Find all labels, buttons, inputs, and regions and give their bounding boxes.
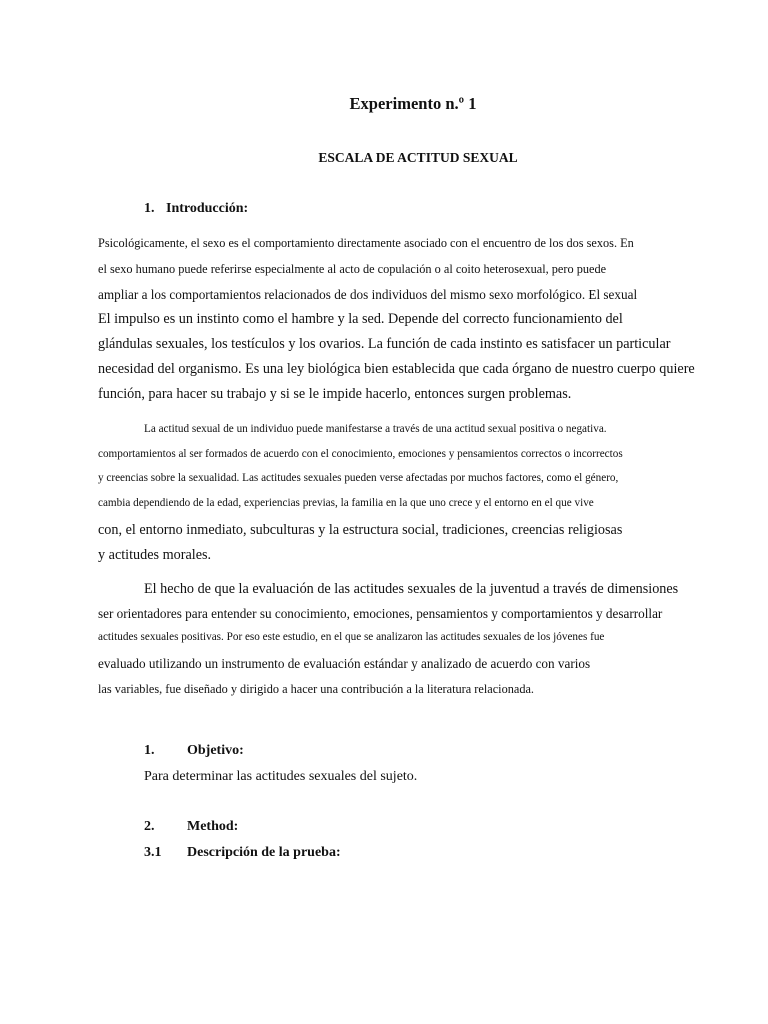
paragraph-line: Psicológicamente, el sexo es el comportamiento directamente asociado con el encuentro de los dos sexos. En: [98, 236, 634, 250]
section-heading-descripcion: [144, 845, 341, 861]
paragraph-line: La actitud sexual de un individuo puede manifestarse a través de una actitud sexual positiva o negativa.: [144, 423, 607, 435]
section-label: Descripción de la prueba:: [187, 845, 341, 860]
document-subtitle: ESCALA DE ACTITUD SEXUAL: [318, 150, 518, 165]
paragraph-line: ser orientadores para entender su conocimiento, emociones, pensamientos y comportamientos y desarrollar: [98, 606, 663, 621]
document-title: Experimento n.º 1: [349, 94, 477, 113]
section-number: 1.: [144, 743, 155, 758]
paragraph-line: las variables, fue diseñado y dirigido a hacer una contribución a la literatura relacionada.: [98, 682, 535, 696]
paragraph-line: y creencias sobre la sexualidad. Las actitudes sexuales pueden verse afectadas por muchos factores, como el género,: [98, 472, 619, 484]
paragraph-line: comportamientos al ser formados de acuerdo con el conocimiento, emociones y pensamientos correctos o incorrectos: [98, 448, 623, 460]
section-heading-method: [144, 819, 238, 835]
paragraph-line: El hecho de que la evaluación de las actitudes sexuales de la juventud a través de dimensiones: [144, 581, 679, 597]
paragraph-line: función, para hacer su trabajo y si se le impide hacerlo, entonces surgen problemas.: [98, 386, 572, 402]
paragraph-line: evaluado utilizando un instrumento de evaluación estándar y analizado de acuerdo con varios: [98, 656, 591, 671]
section-number: 3.1: [144, 845, 162, 860]
paragraph-line: con, el entorno inmediato, subculturas y la estructura social, tradiciones, creencias religiosas: [98, 522, 623, 538]
section-label: Introducción:: [166, 201, 249, 216]
paragraph-line: El impulso es un instinto como el hambre y la sed. Depende del correcto funcionamiento del: [98, 311, 623, 327]
paragraph-line: cambia dependiendo de la edad, experiencias previas, la familia en la que uno crece y el entorno en el que vive: [98, 497, 594, 509]
section-label: Objetivo:: [187, 743, 244, 758]
paragraph-line: necesidad del organismo. Es una ley biológica bien establecida que cada órgano de nuestro cuerpo quiere: [98, 361, 695, 377]
paragraph-line: el sexo humano puede referirse especialmente al acto de copulación o al coito heterosexual, pero puede: [98, 262, 607, 276]
objective-text: Para determinar las actitudes sexuales del sujeto.: [144, 769, 418, 784]
paragraph-line: y actitudes morales.: [98, 547, 212, 563]
section-heading-objetivo: [144, 743, 244, 759]
section-label: Method:: [187, 819, 239, 834]
section-number: 1.: [144, 201, 155, 216]
section-number: 2.: [144, 819, 155, 834]
paragraph-line: ampliar a los comportamientos relacionados de dos individuos del mismo sexo morfológico. El sexual: [98, 287, 638, 302]
paragraph-line: glándulas sexuales, los testículos y los ovarios. La función de cada instinto es satisfacer un particular: [98, 336, 671, 352]
section-heading-introduccion: [144, 201, 248, 217]
paragraph-line: actitudes sexuales positivas. Por eso este estudio, en el que se analizaron las actitudes sexuales de los jóvenes fue: [98, 631, 605, 643]
